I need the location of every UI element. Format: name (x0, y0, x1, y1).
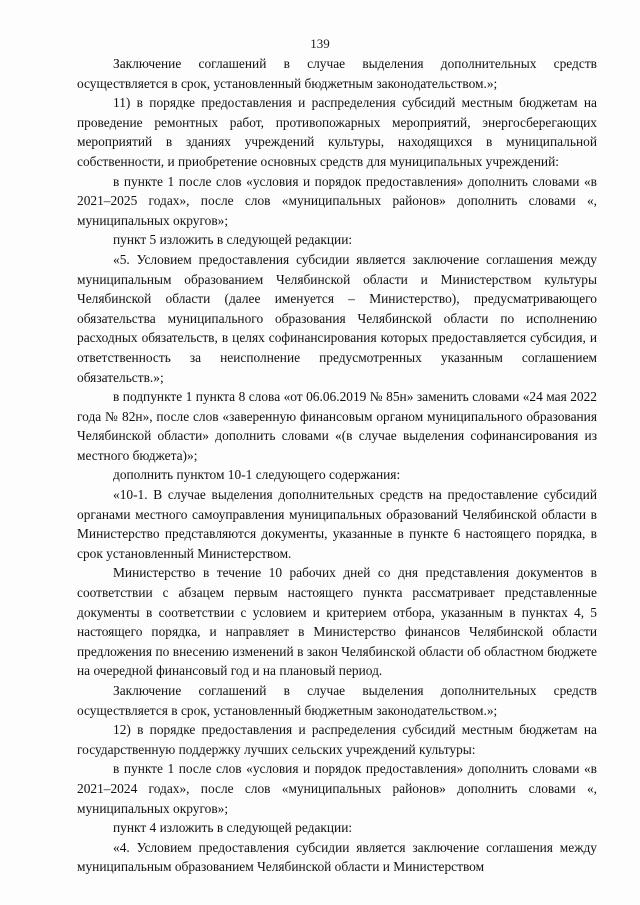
paragraph: Заключение соглашений в случае выделения дополнительных средств осуществляется в срок, установленный бюджетным законодательством.»; (77, 683, 597, 718)
paragraph: «10-1. В случае выделения дополнительных средств на предоставление субсидий органами местного самоуправления муниципальных образований Челябинской области в Министерство представляются документы, указанные в пункте 6 настоящего порядка, в срок установленный Министерством. (77, 487, 597, 561)
paragraph: пункт 5 изложить в следующей редакции: (113, 232, 353, 248)
document-body (77, 54, 597, 877)
paragraph: пункт 4 изложить в следующей редакции: (113, 820, 353, 836)
paragraph: «5. Условием предоставления субсидии является заключение соглашения между муниципальным образованием Челябинской области и Министерством культуры Челябинской области (далее именуется – Министерство), предусматривающего обязательства муниципального образования Челябинской области по исполнению расходных обязательств, в целях софинансирования которых предоставляется субсидия, и ответственность за неисполнение предусмотренных указанным соглашением обязательств.»; (77, 251, 597, 385)
paragraph: «4. Условием предоставления субсидии является заключение соглашения между муниципальным образованием Челябинской области и Министерством (77, 839, 597, 875)
paragraph: в пункте 1 после слов «условия и порядок предоставления» дополнить словами «в 2021–2024 годах», после слов «муниципальных районов» дополнить словами «, муниципальных округов»; (77, 761, 597, 816)
paragraph: Заключение соглашений в случае выделения дополнительных средств осуществляется в срок, установленный бюджетным законодательством.»; (77, 56, 597, 91)
page-number: 139 (310, 36, 330, 51)
paragraph: дополнить пунктом 10-1 следующего содержания: (113, 467, 401, 483)
paragraph: Министерство в течение 10 рабочих дней со дня представления документов в соответствии с абзацем первым настоящего пункта рассматривает представленные документы в соответствии с условием и критерием отбора, указанным в пунктах 4, 5 настоящего порядка, и направляет в Министерство финансов Челябинской области предложения по внесению изменений в закон Челябинской области об областном бюджете на очередной финансовый год и на плановый период. (77, 565, 597, 679)
paragraph: в пункте 1 после слов «условия и порядок предоставления» дополнить словами «в 2021–2025 годах», после слов «муниципальных районов» дополнить словами «, муниципальных округов»; (77, 173, 597, 228)
paragraph: 12) в порядке предоставления и распределения субсидий местным бюджетам на государственную поддержку лучших сельских учреждений культуры: (77, 722, 597, 757)
paragraph: 11) в порядке предоставления и распределения субсидий местным бюджетам на проведение ремонтных работ, противопожарных мероприятий, энергосберегающих мероприятий в зданиях учреждений культуры, находящихся в муниципальной собственности, и приобретение основных средств для муниципальных учреждений: (77, 95, 597, 169)
paragraph: в подпункте 1 пункта 8 слова «от 06.06.2019 № 85н» заменить словами «24 мая 2022 года № 82н», после слов «заверенную финансовым органом муниципального образования Челябинской области» дополнить словами «(в случае выделения софинансирования из местного бюджета)»; (77, 389, 597, 463)
